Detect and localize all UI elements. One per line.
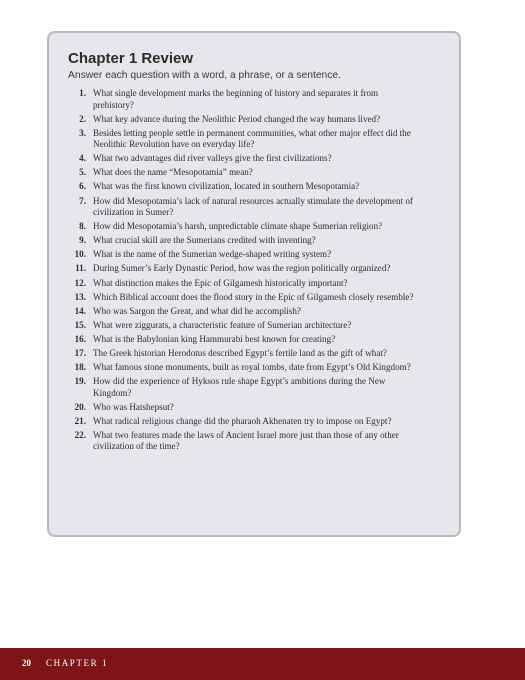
question-text: What two advantages did river valleys give the first civilizations? [93, 153, 332, 164]
question-number: 11. [75, 263, 86, 274]
question-number: 19. [74, 376, 86, 387]
question-item [49, 181, 459, 193]
question-item [49, 376, 459, 399]
question-text: What single development marks the beginning of history and separates it from prehistory? [93, 88, 379, 110]
question-item [49, 402, 459, 414]
question-text: How did Mesopotamia’s lack of natural resources actually stimulate the development of civilization in Sumer? [93, 195, 413, 218]
question-item [49, 128, 459, 151]
question-number: 17. [74, 348, 86, 358]
question-number: 7. [79, 195, 86, 206]
question-number: 9. [79, 235, 86, 246]
question-number: 8. [79, 221, 86, 232]
question-number: 10. [74, 249, 86, 260]
review-instructions: Answer each question with a word, a phrase, or a sentence. [68, 70, 342, 81]
question-item [49, 416, 459, 428]
question-item [49, 88, 459, 111]
question-text: What key advance during the Neolithic Period changed the way humans lived? [93, 113, 381, 124]
chapter-review-box [47, 31, 461, 537]
question-item [49, 153, 459, 165]
question-item [49, 167, 459, 179]
question-number: 1. [79, 88, 86, 98]
question-number: 16. [74, 333, 86, 344]
question-number: 3. [79, 127, 86, 138]
question-text: Who was Hatshepsut? [93, 401, 174, 412]
review-title: Chapter 1 Review [68, 50, 194, 67]
question-text: What famous stone monuments, built as royal tombs, date from Egypt’s Old Kingdom? [93, 362, 411, 373]
question-number: 2. [79, 113, 86, 124]
question-number: 18. [74, 362, 86, 373]
chapter-label: CHAPTER 1 [46, 658, 109, 668]
question-text: What was the first known civilization, located in southern Mesopotamia? [93, 181, 360, 192]
question-item [49, 235, 459, 247]
question-text: The Greek historian Herodotus described Egypt’s fertile land as the gift of what? [93, 348, 387, 358]
question-number: 22. [74, 429, 86, 440]
question-item [49, 430, 459, 453]
question-item [49, 306, 459, 318]
page-footer [0, 648, 525, 680]
question-number: 5. [79, 167, 86, 178]
question-text: What is the name of the Sumerian wedge-shaped writing system? [93, 249, 332, 260]
question-text: During Sumer’s Early Dynastic Period, how was the region politically organized? [93, 263, 391, 274]
question-item [49, 278, 459, 290]
question-text: Which Biblical account does the flood story in the Epic of Gilgamesh closely resemble? [93, 291, 414, 302]
question-item [49, 249, 459, 261]
question-item [49, 114, 459, 126]
question-item [49, 320, 459, 332]
question-text: Who was Sargon the Great, and what did he accomplish? [93, 305, 301, 316]
question-item [49, 348, 459, 360]
question-number: 20. [74, 401, 86, 412]
question-item [49, 292, 459, 304]
question-number: 4. [79, 153, 86, 164]
question-text: What crucial skill are the Sumerians credited with inventing? [93, 235, 316, 246]
question-number: 6. [79, 181, 86, 192]
question-text: What distinction makes the Epic of Gilgamesh historically important? [93, 277, 348, 288]
question-item [49, 196, 459, 219]
question-item [49, 221, 459, 233]
question-item [49, 263, 459, 275]
question-text: What does the name “Mesopotamia” mean? [93, 167, 253, 178]
question-number: 21. [74, 415, 86, 426]
question-number: 15. [74, 319, 86, 330]
question-text: What radical religious change did the pharaoh Akhenaten try to impose on Egypt? [93, 415, 392, 426]
question-list [49, 88, 459, 453]
question-item [49, 362, 459, 374]
question-number: 14. [74, 305, 86, 316]
page-number: 20 [22, 658, 31, 668]
question-text: What two features made the laws of Ancient Israel more just than those of any other civilization of the time? [93, 429, 399, 452]
question-text: What is the Babylonian king Hammurabi best known for creating? [93, 333, 336, 344]
question-text: How did Mesopotamia’s harsh, unpredictable climate shape Sumerian religion? [93, 221, 383, 232]
question-text: How did the experience of Hyksos rule shape Egypt’s ambitions during the New Kingdom? [93, 376, 386, 398]
question-text: Besides letting people settle in permanent communities, what other major effect did the Neolithic Revolution have on everyday life? [93, 127, 411, 150]
question-number: 12. [74, 277, 86, 288]
question-number: 13. [74, 291, 86, 302]
question-text: What were ziggurats, a characteristic feature of Sumerian architecture? [93, 319, 352, 330]
question-item [49, 334, 459, 346]
